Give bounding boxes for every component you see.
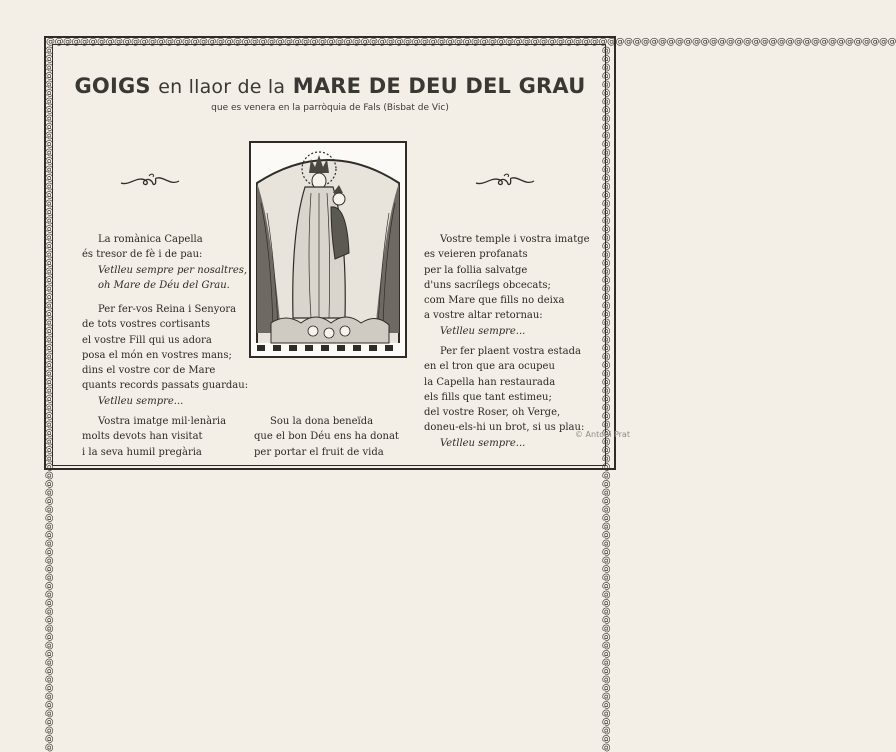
title-middle: en llaor de la <box>158 76 286 98</box>
verse-line: molts devots han visitat <box>82 431 203 443</box>
stanza-left-2 <box>82 302 248 409</box>
title-main: MARE DE DEU DEL GRAU <box>292 74 586 98</box>
verse-line: quants records passats guardau: <box>82 380 249 392</box>
title-goigs: GOIGS <box>74 74 151 98</box>
page-title <box>60 74 600 98</box>
copyright-watermark: © Antoni Prat <box>575 430 630 439</box>
refrain-line: Vetlleu sempre per nosaltres, <box>98 264 248 276</box>
verse-line: La romànica Capella <box>98 234 203 245</box>
verse-line: per portar el fruit de vida <box>254 446 384 458</box>
wave-border-top: @@@@@@@@@@@@@@@@@@@@@@@@@@@@@@@@@@@@@@@@@@@@@@@@@@@@@@@@@@@@@@@@@@@@@@@@@@@@@@@@@@@@@@@@@@@@@@@@@@@@ <box>46 37 896 47</box>
verse-line: de tots vostres cortisants <box>82 319 210 331</box>
verse-line: és tresor de fè i de pau: <box>82 249 203 261</box>
verse-line: es veieren profanats <box>424 249 528 261</box>
virgin-and-child-engraving <box>249 141 407 358</box>
stanza-left-1 <box>82 232 247 293</box>
verse-line: en el tron que ara ocupeu <box>424 361 555 373</box>
stanza-right-1 <box>424 232 590 339</box>
verse-line: que el bon Déu ens ha donat <box>254 431 399 443</box>
verse-line: i la seva humil pregària <box>82 446 202 458</box>
stanza-right-2 <box>424 344 584 451</box>
flourish-ornament-icon <box>474 172 536 188</box>
refrain-line: oh Mare de Déu del Grau. <box>98 279 230 291</box>
engraving-illustration <box>251 143 405 356</box>
wave-border-right: @@@@@@@@@@@@@@@@@@@@@@@@@@@@@@@@@@@@@@@@@@@@@@@@@@@@@@@@@@@@@@@@@@@@@@@@@@@@@@@@@@@ <box>601 46 611 752</box>
verse-line: Sou la dona beneïda <box>270 416 374 427</box>
refrain-line: Vetlleu sempre... <box>440 437 526 449</box>
verse-line: d'uns sacrílegs obcecats; <box>424 279 551 291</box>
refrain-line: Vetlleu sempre... <box>440 325 526 337</box>
verse-line: del vostre Roser, oh Verge, <box>424 407 561 419</box>
refrain-line: Vetlleu sempre... <box>98 395 184 407</box>
stanza-left-3 <box>82 414 226 460</box>
verse-line: posa el món en vostres mans; <box>82 349 232 361</box>
wave-border-left: @@@@@@@@@@@@@@@@@@@@@@@@@@@@@@@@@@@@@@@@@@@@@@@@@@@@@@@@@@@@@@@@@@@@@@@@@@@@@@@@@@@ <box>44 46 54 752</box>
verse-line: dins el vostre cor de Mare <box>82 365 216 377</box>
verse-line: a vostre altar retornau: <box>424 310 543 322</box>
verse-line: doneu-els-hi un brot, si us plau: <box>424 422 585 434</box>
verse-line: Vostra imatge mil·lenària <box>98 416 227 427</box>
verse-line: els fills que tant estimeu; <box>424 391 552 403</box>
verse-line: la Capella han restaurada <box>424 376 556 388</box>
verse-line: Per fer-vos Reina i Senyora <box>98 304 237 315</box>
verse-line: el vostre Fill qui us adora <box>82 334 212 346</box>
flourish-ornament-icon <box>119 172 181 188</box>
verse-line: per la follia salvatge <box>424 264 528 276</box>
page-subtitle: que es venera en la parròquia de Fals (Bisbat de Vic) <box>211 103 449 113</box>
verse-line: Per fer plaent vostra estada <box>440 346 581 357</box>
verse-line: Vostre temple i vostra imatge <box>440 234 590 245</box>
stanza-center-1 <box>254 414 399 460</box>
verse-line: com Mare que fills no deixa <box>424 295 565 307</box>
